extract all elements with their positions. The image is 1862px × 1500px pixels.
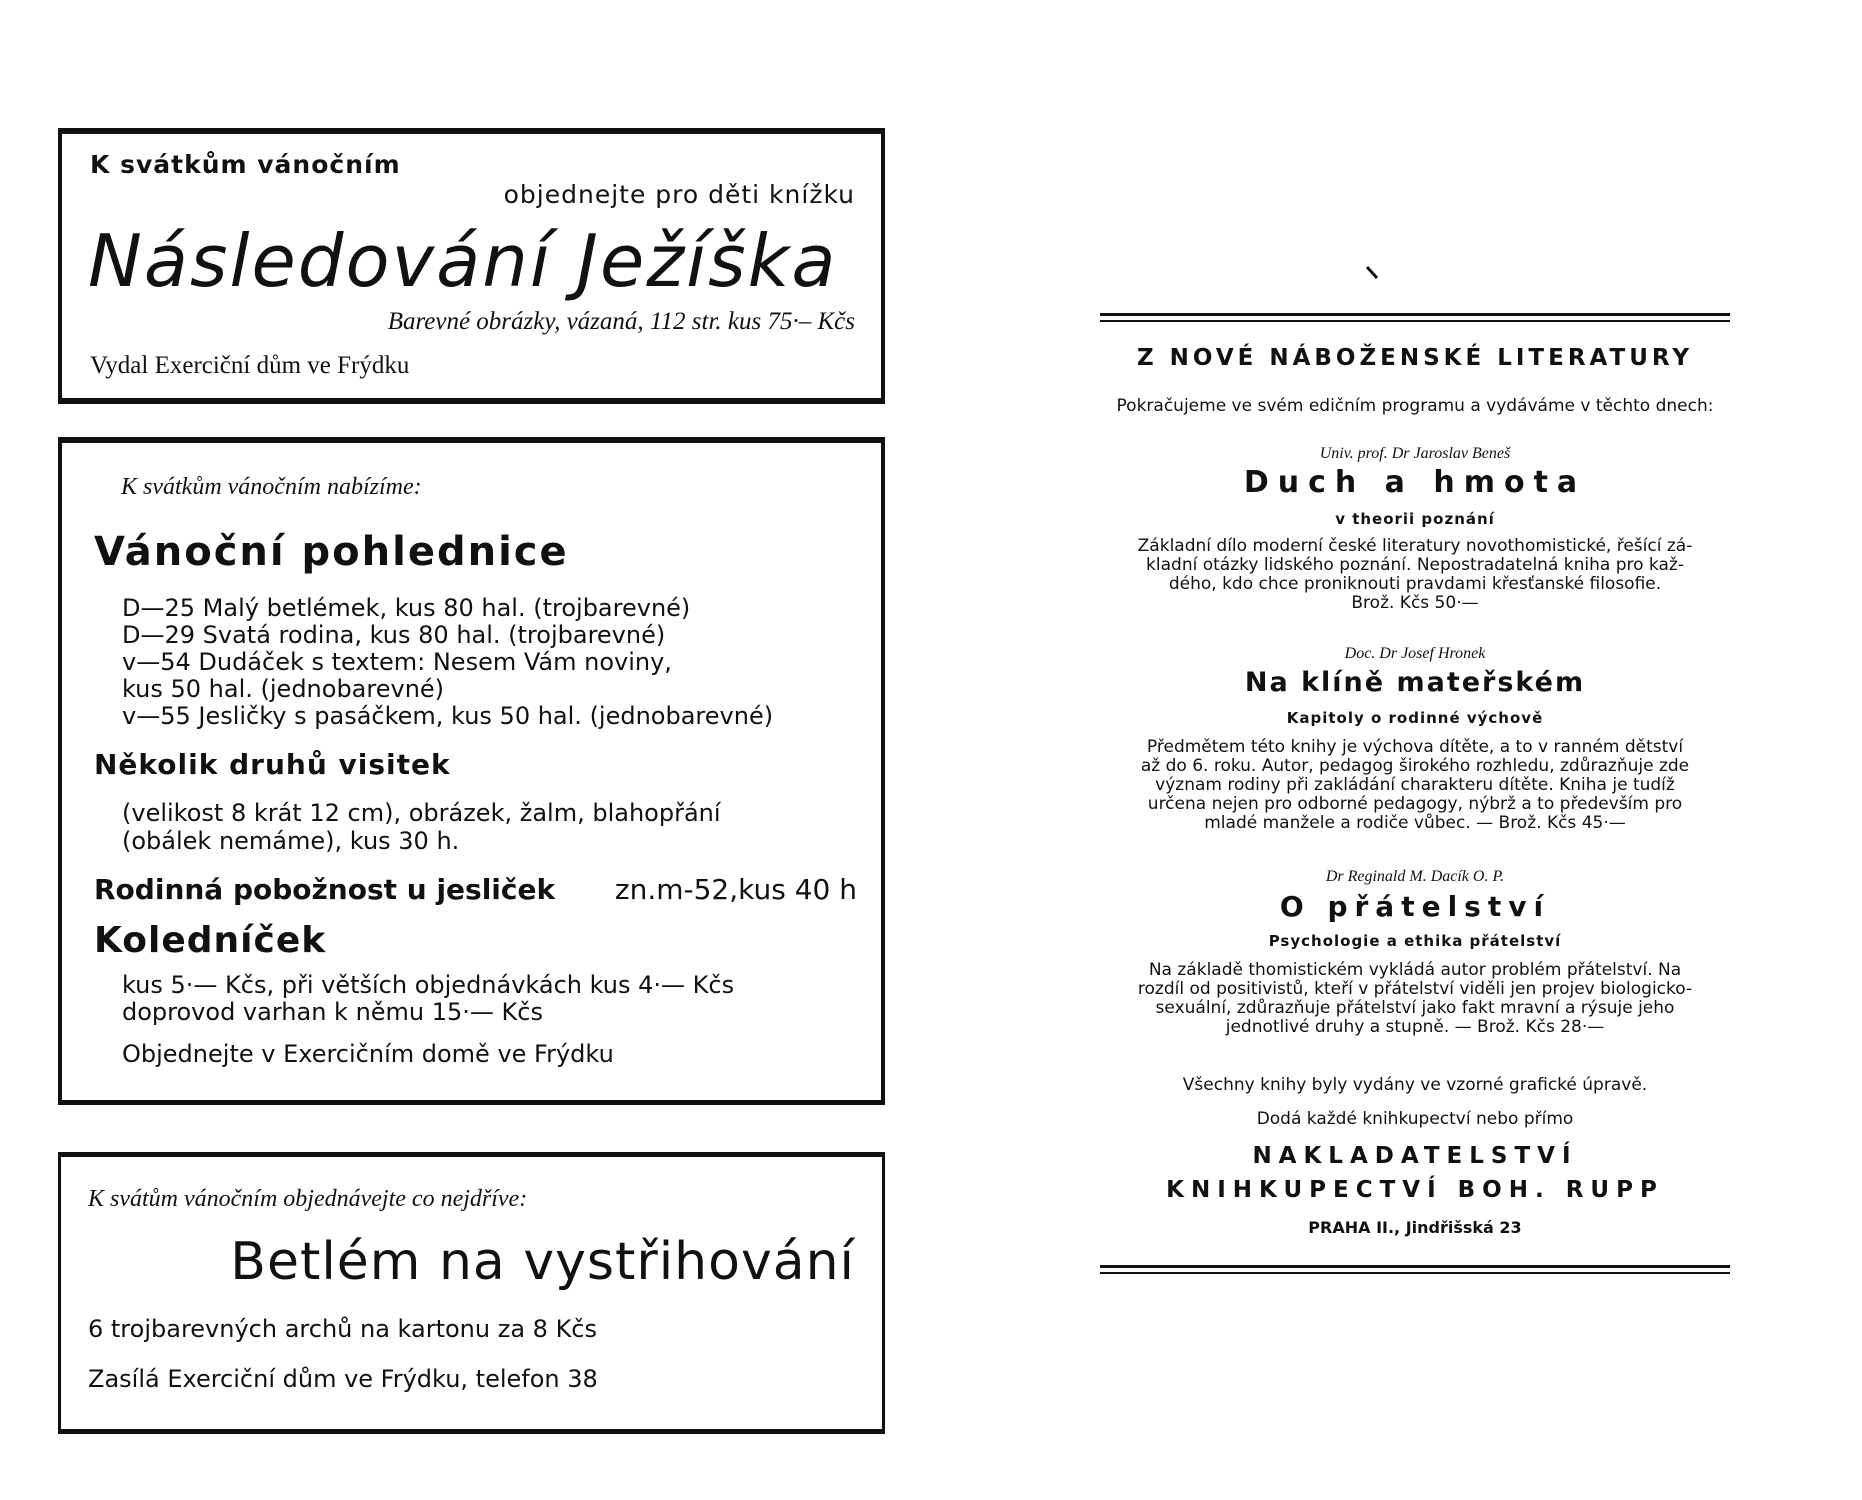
book3-subtitle: Psychologie a ethika přátelství <box>1268 932 1562 950</box>
text-line: rozdíl od positivistů, kteří v přátelství viděli jen projev biologicko- <box>1137 979 1693 999</box>
text-line: (obálek nemáme), kus 30 h. <box>122 827 460 855</box>
publisher-line-2: KNIHKUPECTVÍ BOH. RUPP <box>1166 1177 1664 1203</box>
right-note-2: Dodá každé knihkupectví nebo přímo <box>1256 1109 1574 1129</box>
text-line: význam rodiny při zakládání charakteru dítěte. Kniha je tudíž <box>1155 775 1675 795</box>
ad3-contact: Zasílá Exerciční dům ve Frýdku, telefon 38 <box>88 1365 598 1393</box>
frame-top-rule <box>58 1152 885 1157</box>
right-column-literatura <box>1100 265 1730 1285</box>
text-line: až do 6. roku. Autor, pedagog širokého rozhledu, zdůrazňuje zde <box>1140 756 1690 776</box>
text-line: jednotlivé druhy a stupně. — Brož. Kčs 28·— <box>1225 1017 1605 1037</box>
ad-betlem-na-vystrihovani <box>58 1152 885 1434</box>
book2-title: Na klíně mateřském <box>1244 667 1586 698</box>
text-line: Předmětem této knihy je výchova dítěte, a to v ranném dětství <box>1146 737 1684 757</box>
frame-bottom-rule <box>58 1100 885 1105</box>
list-item: D—29 Svatá rodina, kus 80 hal. (trojbarevné) <box>122 621 666 649</box>
ad2-kolednicek-text <box>122 972 734 1026</box>
ad1-title: Následování Ježíška <box>88 219 838 303</box>
ad3-intro: K svátům vánočním objednávejte co nejdříve: <box>88 1186 528 1212</box>
text-line: dého, kdo chce proniknouti pravdami křesťanské filosofie. <box>1168 574 1662 594</box>
stray-mark-icon <box>1365 265 1381 281</box>
frame-right-rule <box>881 437 885 1105</box>
ad1-details: Barevné obrázky, vázaná, 112 str. kus 75·– Kčs <box>387 308 855 335</box>
ad-vanocni-pohlednice <box>58 437 885 1105</box>
frame-left-rule <box>58 128 62 404</box>
text-line: kus 5·— Kčs, při větších objednávkách kus 4·— Kčs <box>122 971 735 999</box>
ad2-poboznost-detail: zn.m-52,kus 40 h <box>614 873 857 906</box>
ad2-visitky-title: Několik druhů visitek <box>94 748 451 781</box>
book1-subtitle: v theorii poznání <box>1335 510 1495 528</box>
frame-top-rule <box>58 128 885 134</box>
book3-title: O přátelství <box>1279 890 1551 923</box>
text-line: mladé manžele a rodiče vůbec. — Brož. Kčs 45·— <box>1204 813 1626 833</box>
ad3-title: Betlém na vystřihování <box>230 1232 855 1292</box>
ad2-title: Vánoční pohlednice <box>94 529 569 575</box>
list-item: v—55 Jesličky s pasáčkem, kus 50 hal. (jednobarevné) <box>122 702 774 730</box>
right-heading: Z NOVÉ NÁBOŽENSKÉ LITERATURY <box>1136 345 1694 371</box>
ad1-publisher: Vydal Exerciční dům ve Frýdku <box>90 352 410 379</box>
top-double-rule <box>1100 313 1730 323</box>
ad3-details: 6 trojbarevných archů na kartonu za 8 Kčs <box>88 1315 598 1343</box>
publisher-line-1: NAKLADATELSTVÍ <box>1252 1143 1578 1169</box>
text-line: doprovod varhan k němu 15·— Kčs <box>122 998 543 1026</box>
ad2-kolednicek-title: Koledníček <box>94 920 327 961</box>
ad2-visitky-text <box>122 799 721 855</box>
ad2-intro: K svátkům vánočním nabízíme: <box>121 474 422 500</box>
book1-title: Duch a hmota <box>1243 465 1587 500</box>
book2-subtitle: Kapitoly o rodinné výchově <box>1286 709 1544 727</box>
bottom-double-rule <box>1100 1265 1730 1275</box>
list-item: kus 50 hal. (jednobarevné) <box>122 675 445 703</box>
right-note-1: Všechny knihy byly vydány ve vzorné grafické úpravě. <box>1182 1075 1648 1095</box>
publisher-address: PRAHA II., Jindřišská 23 <box>1308 1218 1522 1237</box>
right-intro: Pokračujeme ve svém edičním programu a vydáváme v těchto dnech: <box>1116 396 1714 416</box>
book1-author: Univ. prof. Dr Jaroslav Beneš <box>1319 445 1511 462</box>
text-line: určena nejen pro odborné pedagogy, nýbrž a to především pro <box>1147 794 1683 814</box>
book3-description <box>1100 961 1730 1037</box>
frame-bottom-rule <box>58 398 885 404</box>
frame-left-rule <box>58 1152 61 1434</box>
frame-bottom-rule <box>58 1429 885 1434</box>
ad2-poboznost-title: Rodinná pobožnost u jesliček <box>94 873 556 906</box>
text-line: sexuální, zdůrazňuje přátelství jako fakt mravní a rýsuje jeho <box>1155 998 1675 1018</box>
text-line: kladní otázky lidského poznání. Nepostradatelná kniha pro kaž- <box>1146 555 1684 575</box>
frame-left-rule <box>58 437 62 1105</box>
ad2-order: Objednejte v Exercičním domě ve Frýdku <box>122 1040 614 1068</box>
text-line: Na základě thomistickém vykládá autor problém přátelství. Na <box>1148 960 1682 980</box>
book2-description <box>1100 738 1730 833</box>
list-item: D—25 Malý betlémek, kus 80 hal. (trojbarevné) <box>122 594 691 622</box>
ad2-item-list <box>122 595 773 730</box>
ad1-heading: K svátkům vánočním <box>90 150 401 179</box>
book1-description <box>1100 537 1730 613</box>
text-line: Základní dílo moderní české literatury novothomistické, řešící zá- <box>1137 536 1693 556</box>
book3-author: Dr Reginald M. Dacík O. P. <box>1325 868 1505 885</box>
book2-author: Doc. Dr Josef Hronek <box>1344 645 1486 662</box>
frame-right-rule <box>881 128 885 404</box>
ad-nasledovani-jeziska <box>58 128 885 404</box>
list-item: v—54 Dudáček s textem: Nesem Vám noviny, <box>122 648 672 676</box>
frame-right-rule <box>882 1152 885 1434</box>
ad1-subheading: objednejte pro děti knížku <box>503 180 855 209</box>
frame-top-rule <box>58 437 885 443</box>
text-line: Brož. Kčs 50·— <box>1351 593 1479 613</box>
text-line: (velikost 8 krát 12 cm), obrázek, žalm, blahopřání <box>122 799 721 827</box>
